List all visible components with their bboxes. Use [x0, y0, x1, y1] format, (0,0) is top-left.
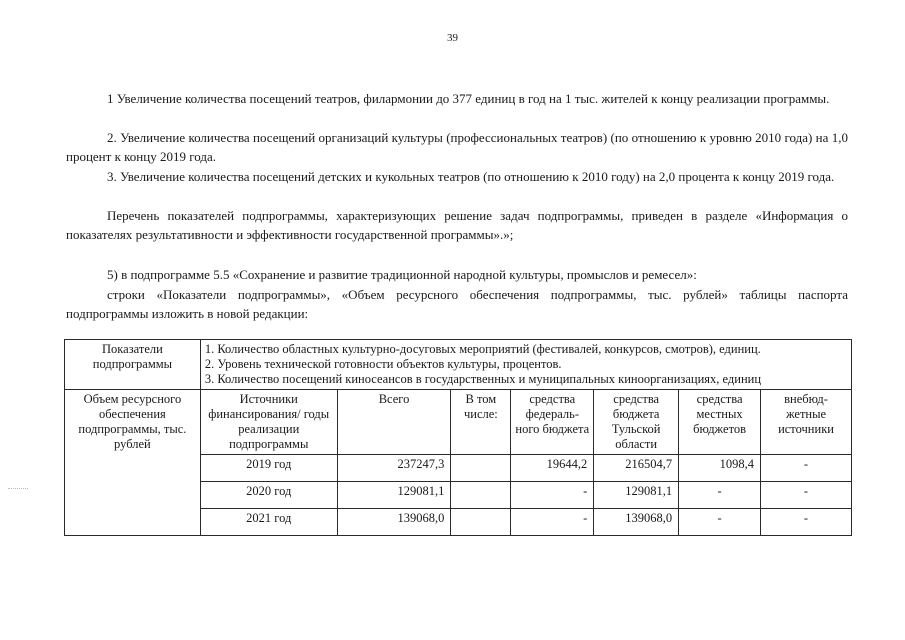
total-cell: 237247,3	[337, 455, 451, 482]
indicator-item: 1. Количество областных культурно-досуговых мероприятий (фестивалей, конкурсов, смотров), единиц.	[204, 342, 761, 356]
resources-header-row	[65, 390, 852, 455]
margin-mark	[8, 488, 28, 489]
resources-label: Объем ресурсного обеспечения подпрограммы, тыс. рублей	[65, 390, 201, 536]
paragraph-goal-3: 3. Увеличение количества посещений детских и кукольных театров (по отношению к 2010 году) на 2,0 процента к концу 2019 года.	[107, 169, 835, 184]
total-cell: 129081,1	[337, 482, 451, 509]
header-federal: средства федераль-ного бюджета	[511, 390, 594, 455]
extrabudgetary-cell: -	[761, 455, 852, 482]
regional-cell: 139068,0	[594, 509, 679, 536]
year-cell: 2021 год	[200, 509, 337, 536]
including-cell	[451, 455, 511, 482]
header-regional: средства бюджета Тульской области	[594, 390, 679, 455]
indicator-item: 3. Количество посещений киносеансов в государственных и муниципальных киноорганизациях, единиц	[204, 372, 762, 386]
paragraph-rows-instruction: строки «Показатели подпрограммы», «Объем ресурсного обеспечения подпрограммы, тыс. рублей» таблицы паспорта подпрограммы изложить в новой редакции:	[66, 287, 848, 321]
regional-cell: 216504,7	[594, 455, 679, 482]
federal-cell: -	[511, 482, 594, 509]
extrabudgetary-cell: -	[761, 509, 852, 536]
indicators-list	[200, 340, 851, 390]
local-cell: 1098,4	[679, 455, 761, 482]
header-extrabudgetary: внебюд-жетные источники	[761, 390, 852, 455]
regional-cell: 129081,1	[594, 482, 679, 509]
paragraph-subprogram-5-5: 5) в подпрограмме 5.5 «Сохранение и развитие традиционной народной культуры, промыслов и ремесел»:	[107, 267, 697, 282]
federal-cell: 19644,2	[511, 455, 594, 482]
local-cell: -	[679, 509, 761, 536]
including-cell	[451, 509, 511, 536]
total-cell: 139068,0	[337, 509, 451, 536]
including-cell	[451, 482, 511, 509]
extrabudgetary-cell: -	[761, 482, 852, 509]
header-including: В том числе:	[451, 390, 511, 455]
paragraph-goal-1: 1 Увеличение количества посещений театров, филармонии до 377 единиц в год на 1 тыс. жителей к концу реализации программы.	[107, 91, 830, 106]
indicators-row	[65, 340, 852, 390]
header-total: Всего	[337, 390, 451, 455]
year-cell: 2020 год	[200, 482, 337, 509]
year-cell: 2019 год	[200, 455, 337, 482]
subprogram-passport-table	[64, 339, 852, 536]
local-cell: -	[679, 482, 761, 509]
indicators-label: Показатели подпрограммы	[65, 340, 201, 390]
page-number: 39	[447, 32, 458, 44]
federal-cell: -	[511, 509, 594, 536]
indicator-item: 2. Уровень технической готовности объектов культуры, процентов.	[204, 357, 562, 371]
header-local: средства местных бюджетов	[679, 390, 761, 455]
paragraph-indicators-reference: Перечень показателей подпрограммы, характеризующих решение задач подпрограммы, приведен в разделе «Информация о показателях результативности и эффективности государственной программы».»;	[66, 208, 848, 242]
paragraph-goal-2: 2. Увеличение количества посещений организаций культуры (профессиональных театров) (по отношению к уровню 2010 года) на 1,0 процент к концу 2019 года.	[66, 130, 848, 164]
header-sources: Источники финансирования/ годы реализации подпрограммы	[200, 390, 337, 455]
